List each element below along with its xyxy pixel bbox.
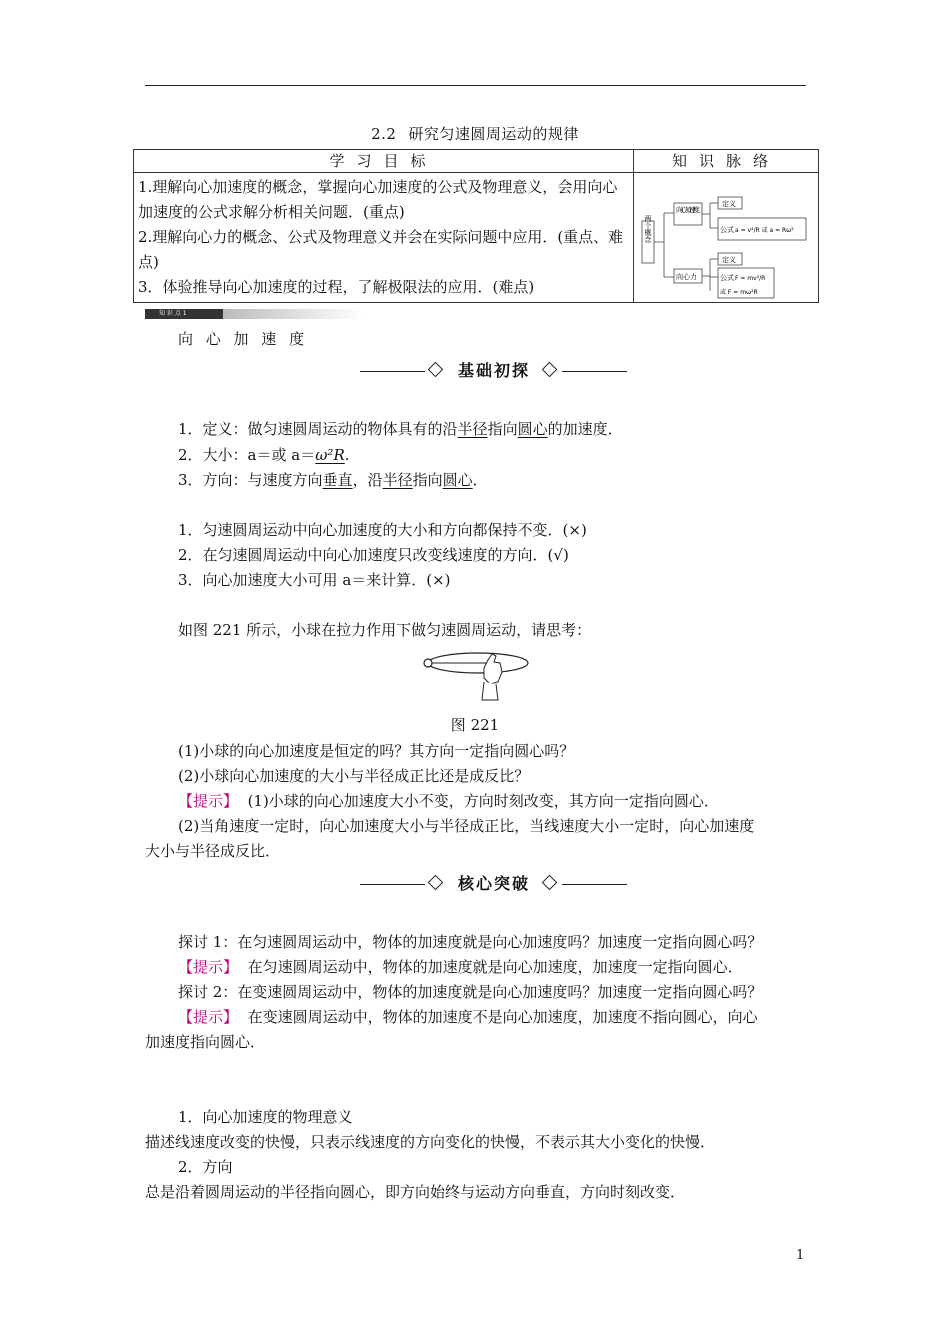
hint-text: 在匀速圆周运动中，物体的加速度就是向心加速度，加速度一定指向圆心． <box>247 958 743 976</box>
banner-core <box>360 873 628 895</box>
banner-line-right <box>562 371 627 372</box>
discussion-question: 探讨 1：在匀速圆周运动中，物体的加速度就是向心加速度吗？加速度一定指向圆心吗？ <box>178 933 763 951</box>
concept-map-formula2-alt: 或 F = mω²R <box>720 289 758 296</box>
text-segment: 指向 <box>487 420 518 438</box>
section-title <box>0 123 950 144</box>
basics-definition <box>178 419 623 439</box>
judgement-item: 2．在匀速圆周运动中向心加速度只改变线速度的方向．(√) <box>178 546 569 564</box>
concept-map-def2: 定义 <box>722 256 736 264</box>
knowledge-map-header: 知识脉络 <box>634 150 819 173</box>
objectives-list <box>134 173 634 303</box>
text-segment: . <box>344 446 350 464</box>
concept-map-formula2: F = mv²/R <box>735 275 766 282</box>
hint-label: 【提示】 <box>178 792 239 810</box>
think-question: (1)小球的向心加速度是恒定的吗？其方向一定指向圆心吗？ <box>178 742 575 760</box>
text-segment: 的加速度． <box>547 420 623 438</box>
concept-map-def1: 定义 <box>722 200 736 208</box>
think-question: (2)小球向心加速度的大小与半径成正比还是成反比？ <box>178 767 530 785</box>
summary-heading: 2．方向 <box>178 1158 233 1176</box>
concept-map-links-2 <box>702 259 718 291</box>
concept-map-formula1-label: 公式 <box>720 226 734 234</box>
answer-underline: 半径 <box>457 420 488 438</box>
concept-map-branch2: 向心力 <box>676 273 697 281</box>
concept-map-links <box>654 213 674 277</box>
basics-magnitude <box>178 445 350 465</box>
hint-text: (2)当角速度一定时，向心加速度大小与半径成正比，当线速度大小一定时，向心加速度 <box>178 817 755 835</box>
knowledge-point-tag: 知 识 点 1 <box>145 309 223 319</box>
summary-text: 总是沿着圆周运动的半径指向圆心，即方向始终与运动方向垂直，方向时刻改变． <box>145 1183 686 1201</box>
wrist-icon <box>482 682 498 700</box>
hint-text: 在变速圆周运动中，物体的加速度不是向心加速度，加速度不指向圆心，向心 <box>247 1008 758 1026</box>
ball-icon <box>424 659 432 667</box>
section-title-text: 研究匀速圆周运动的规律 <box>408 125 579 143</box>
hint-text: 大小与半径成反比． <box>145 842 281 860</box>
page-number: 1 <box>796 1248 805 1263</box>
summary-heading: 1．向心加速度的物理意义 <box>178 1108 353 1126</box>
concept-map-formula2-label: 公式 <box>720 274 734 282</box>
hand-icon <box>484 654 502 684</box>
judgement-item: 1．匀速圆周运动中向心加速度的大小和方向都保持不变．(×) <box>178 521 587 539</box>
concept-map <box>634 173 818 301</box>
concept-map-links-1 <box>702 203 718 228</box>
concept-map-root: 两个概念 <box>644 215 652 243</box>
answer-underline: 半径 <box>382 471 413 489</box>
objective-item: 1.理解向心加速度的概念，掌握向心加速度的公式及物理意义，会用向心加速度的公式求解分析相关问题．(重点) <box>138 178 618 221</box>
hint-label: 【提示】 <box>178 1008 239 1026</box>
hint-line <box>178 791 719 811</box>
discussion-answer <box>178 957 743 977</box>
figure-caption: 图 221 <box>450 716 500 734</box>
text-segment: 指向 <box>412 471 443 489</box>
objective-item: 3．体验推导向心加速度的过程，了解极限法的应用．(难点) <box>138 278 535 296</box>
basics-direction <box>178 470 488 490</box>
objectives-table <box>133 149 819 303</box>
figure-ball-rotation <box>420 648 532 706</box>
answer-underline: ω²R <box>315 446 345 464</box>
discussion-question: 探讨 2：在变速圆周运动中，物体的加速度就是向心加速度吗？加速度一定指向圆心吗？ <box>178 983 763 1001</box>
text-segment: 2．大小：a＝或 a＝ <box>178 446 316 464</box>
header-rule <box>145 85 806 86</box>
knowledge-point-tag-fade <box>223 309 363 319</box>
judgement-item: 3．向心加速度大小可用 a＝来计算．(×) <box>178 571 451 589</box>
discussion-answer <box>178 1007 758 1027</box>
banner-core-text: 核心突破 <box>457 874 530 893</box>
concept-map-formula1: a = v²/R 或 a = Rω² <box>735 227 794 234</box>
hint-text: 加速度指向圆心． <box>145 1033 266 1051</box>
answer-underline: 垂直 <box>322 471 353 489</box>
answer-underline: 圆心 <box>517 420 548 438</box>
text-segment: ，沿 <box>352 471 383 489</box>
objective-item: 2.理解向心力的概念、公式及物理意义并会在实际问题中应用．(重点、难点) <box>138 228 624 271</box>
concept-map-cell <box>634 173 819 303</box>
objectives-header: 学习目标 <box>134 150 634 173</box>
summary-text: 描述线速度改变的快慢，只表示线速度的方向变化的快慢，不表示其大小变化的快慢． <box>145 1133 716 1151</box>
section-number: 2.2 <box>371 125 397 143</box>
banner-line-right <box>562 884 627 885</box>
concept-map-branch1: 向心加速度 <box>676 206 700 214</box>
text-segment: 1．定义：做匀速圆周运动的物体具有的沿 <box>178 420 458 438</box>
banner-basics-text: 基础初探 <box>457 361 530 380</box>
banner-basics <box>360 360 628 382</box>
topic-heading: 向 心 加 速 度 <box>178 330 309 348</box>
text-segment: ． <box>472 471 488 489</box>
answer-underline: 圆心 <box>442 471 473 489</box>
hint-label: 【提示】 <box>178 958 239 976</box>
text-segment: 3．方向：与速度方向 <box>178 471 323 489</box>
hint-text: (1)小球的向心加速度大小不变，方向时刻改变，其方向一定指向圆心． <box>247 792 719 810</box>
think-intro: 如图 221 所示，小球在拉力作用下做匀速圆周运动，请思考： <box>178 621 592 639</box>
